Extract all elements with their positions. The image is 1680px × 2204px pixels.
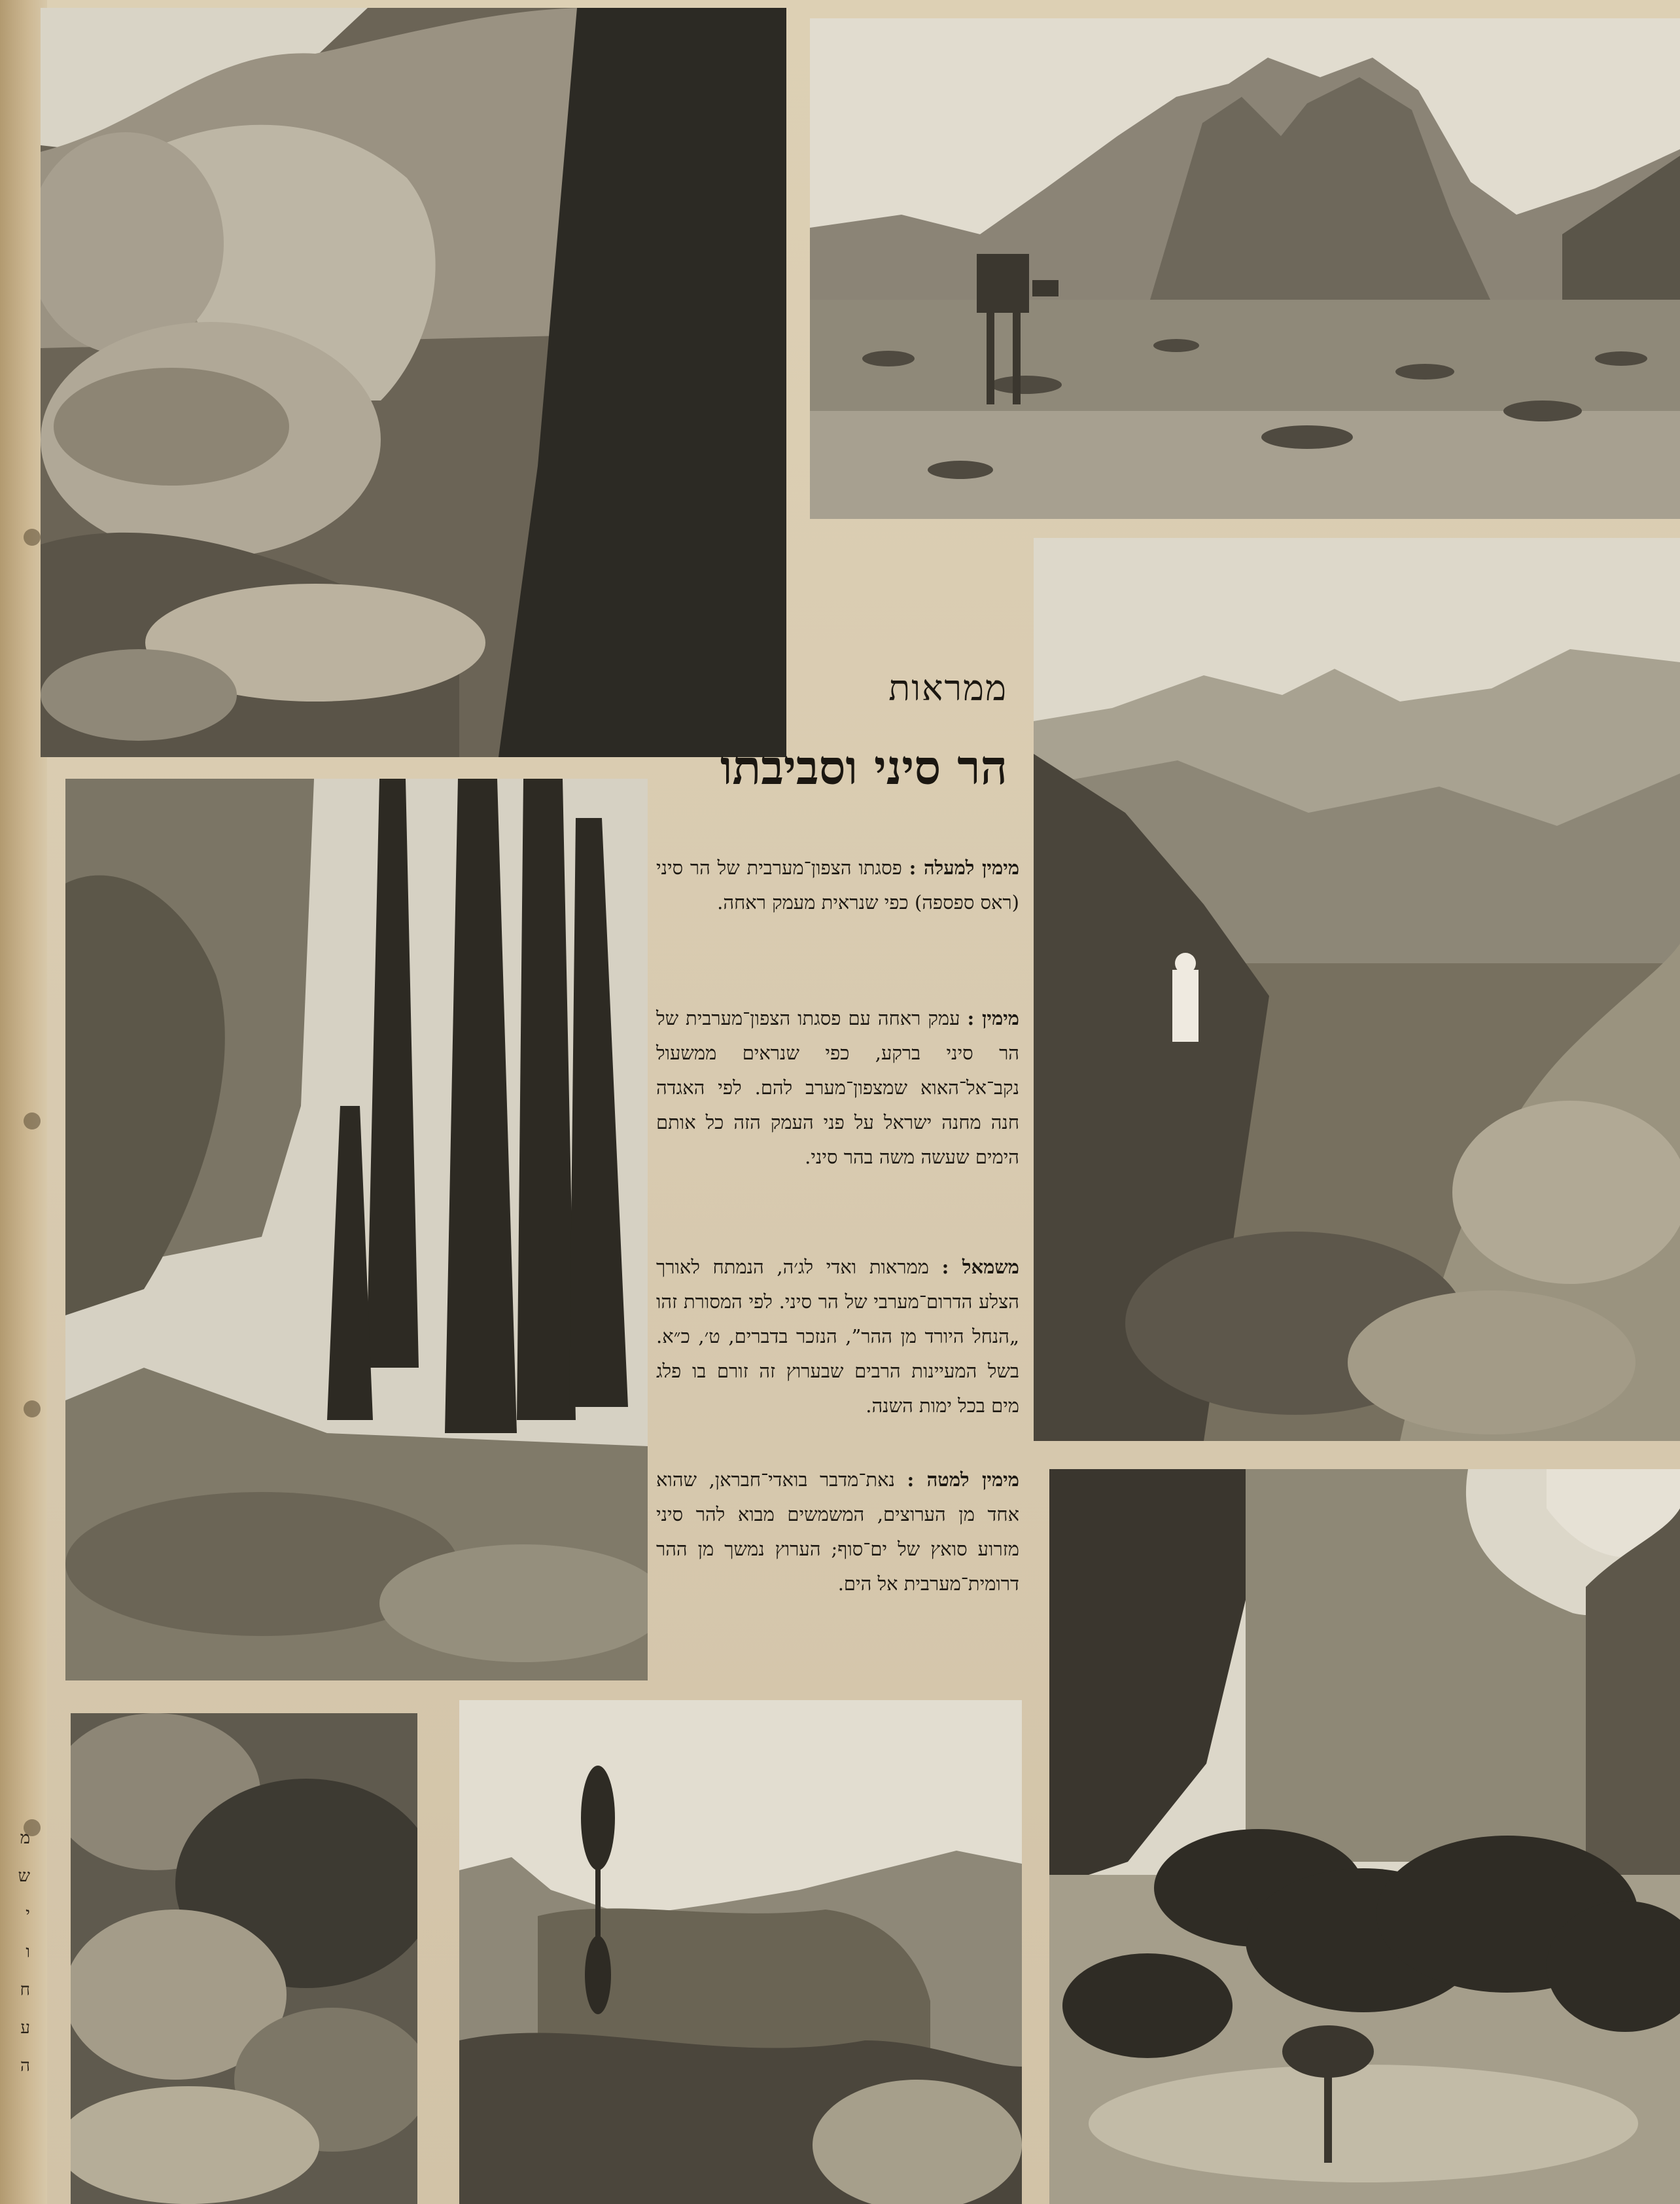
photo-lone-cypress-rocks — [459, 1700, 1022, 2204]
margin-fragment: ש — [18, 1866, 30, 1886]
caption-direction: מימין למטה : — [907, 1468, 1019, 1491]
binding-hole — [24, 1112, 41, 1129]
article-kicker: ממראות — [888, 667, 1007, 709]
margin-fragment: ה — [20, 2056, 30, 2076]
binding-hole — [24, 1400, 41, 1417]
photo-cypress-grove-wadi-lega — [65, 779, 648, 1680]
margin-fragment: מ — [20, 1828, 30, 1848]
caption-direction: מימין למעלה : — [909, 857, 1020, 879]
caption-text: עמק ראחה עם פסגתו הצפון־מערבית של הר סיני ברקע, כפי שנראים ממשעול נקב־אל־האוא שמצפון־מערב להם. לפי האגדה חנה מחנה ישראל על פני העמק הזה כל אותם הימים שעשה משה בהר סיני. — [656, 1007, 1019, 1168]
caption-text: נאת־מדבר בואדי־חבראן, שהוא אחד מן הערוצים, המשמשים מבוא להר סיני מזרוע סואץ של ים־סוף; הערוץ נמשך מן ההר דרומית־מערבית אל הים. — [656, 1468, 1019, 1595]
article-text-column — [648, 654, 1027, 1636]
article-headline: הר סיני וסביבתו — [720, 739, 1007, 795]
caption-direction: משמאל : — [941, 1256, 1019, 1278]
margin-fragment: ו — [26, 1942, 30, 1962]
caption-paragraph — [656, 1001, 1019, 1175]
photo-oasis-wadi-hebran — [1049, 1469, 1680, 2204]
margin-fragment: ח — [20, 1980, 30, 2000]
photo-rocky-ravine — [71, 1713, 417, 2204]
photo-camel-mountain — [810, 18, 1680, 519]
caption-text: פסגתו הצפון־מערבית של הר סיני (ראס ספספה) כפי שנראית מעמק ראחה. — [656, 857, 1019, 914]
margin-fragment: ע — [20, 2018, 30, 2038]
caption-paragraph — [656, 1250, 1019, 1423]
caption-paragraph — [656, 1463, 1019, 1601]
margin-fragment: י — [26, 1904, 30, 1924]
caption-text: ממראות ואדי לג׳ה, הנמתח לאורך הצלע הדרום־מערבי של הר סיני. לפי המסורת זהו „הנחל היורד מן ההר”, הנזכר בדברים, ט׳, כ״א. בשל המעיינות הרבים שבערוץ זה זורם בו פלג מים בכל ימות השנה. — [656, 1256, 1019, 1417]
photo-raha-valley-vista — [1034, 538, 1680, 1441]
caption-paragraph — [656, 851, 1019, 920]
margin-text-fragments — [4, 1819, 30, 2085]
binding-hole — [24, 529, 41, 546]
photo-boulders-closeup — [41, 8, 786, 757]
caption-direction: מימין : — [967, 1007, 1019, 1029]
